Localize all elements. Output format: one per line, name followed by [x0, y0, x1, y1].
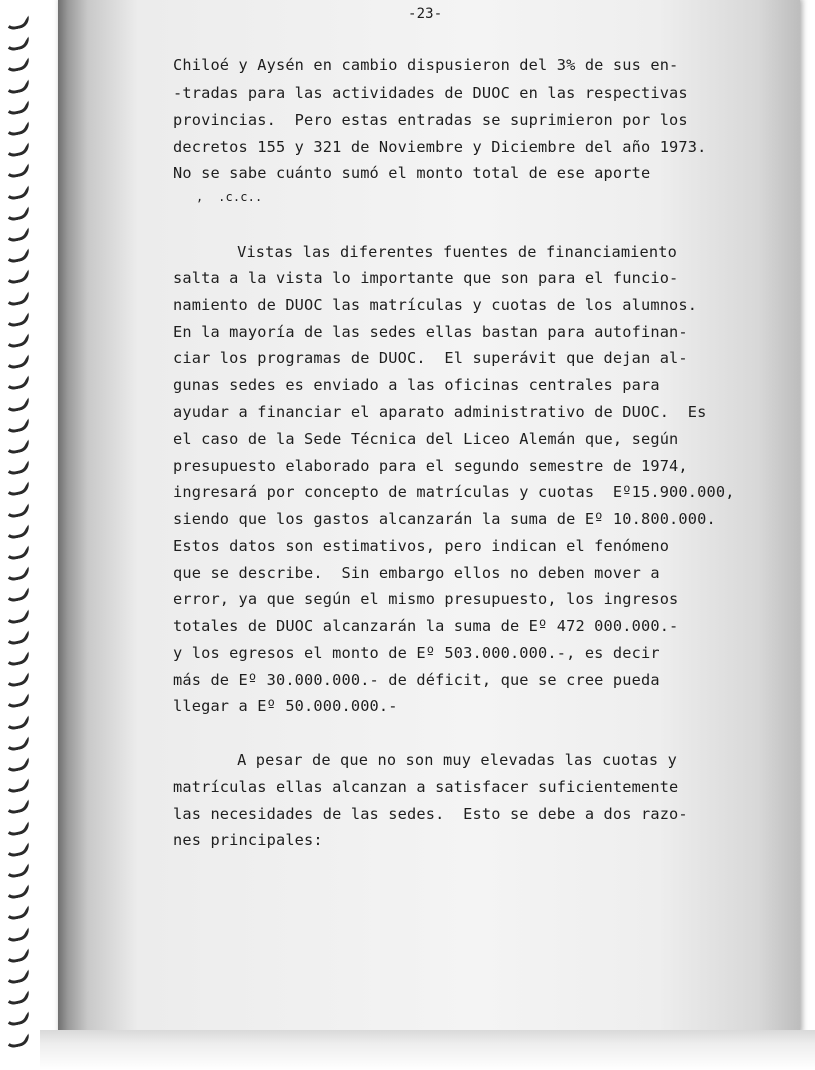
text-line: En la mayoría de las sedes ellas bastan para autofinan-	[173, 323, 688, 341]
text-line: A pesar de que no son muy elevadas las cuotas y	[209, 751, 677, 769]
text-line: presupuesto elaborado para el segundo semestre de 1974,	[173, 457, 688, 475]
text-line: ingresará por concepto de matrículas y cuotas Eº15.900.000,	[173, 483, 735, 501]
text-line: ciar los programas de DUOC. El superávit que dejan al-	[173, 349, 688, 367]
text-line: Vistas las diferentes fuentes de financiamiento	[209, 243, 677, 261]
text-line: llegar a Eº 50.000.000.-	[173, 697, 398, 715]
text-line: totales de DUOC alcanzarán la suma de Eº 472 000.000.-	[173, 617, 679, 635]
text-line: siendo que los gastos alcanzarán la suma de Eº 10.800.000.	[173, 510, 716, 528]
text-line: que se describe. Sin embargo ellos no deben mover a	[173, 564, 660, 582]
text-line: provincias. Pero estas entradas se suprimieron por los	[173, 111, 688, 129]
text-line: salta a la vista lo importante que son para el funcio-	[173, 269, 679, 287]
text-line: decretos 155 y 321 de Noviembre y Diciembre del año 1973.	[173, 138, 707, 156]
text-line: namiento de DUOC las matrículas y cuotas de los alumnos.	[173, 296, 698, 314]
text-line: Chiloé y Aysén en cambio dispusieron del 3% de sus en-	[173, 56, 679, 74]
text-line: No se sabe cuánto sumó el monto total de ese aporte	[173, 164, 651, 182]
ink-smudge: , .c.c..	[196, 190, 263, 204]
page-number: -23-	[408, 6, 443, 22]
text-line: el caso de la Sede Técnica del Liceo Alemán que, según	[173, 430, 679, 448]
text-line: -tradas para las actividades de DUOC en las respectivas	[173, 84, 688, 102]
text-line: Estos datos son estimativos, pero indican el fenómeno	[173, 537, 670, 555]
text-line: más de Eº 30.000.000.- de déficit, que se cree pueda	[173, 671, 660, 689]
text-line: nes principales:	[173, 831, 323, 849]
text-line: ayudar a financiar el aparato administrativo de DUOC. Es	[173, 403, 707, 421]
text-line: y los egresos el monto de Eº 503.000.000.-, es decir	[173, 644, 660, 662]
text-line: gunas sedes es enviado a las oficinas centrales para	[173, 376, 660, 394]
text-line: error, ya que según el mismo presupuesto, los ingresos	[173, 590, 679, 608]
text-line: matrículas ellas alcanzan a satisfacer suficientemente	[173, 778, 679, 796]
text-line: las necesidades de las sedes. Esto se debe a dos razo-	[173, 805, 688, 823]
